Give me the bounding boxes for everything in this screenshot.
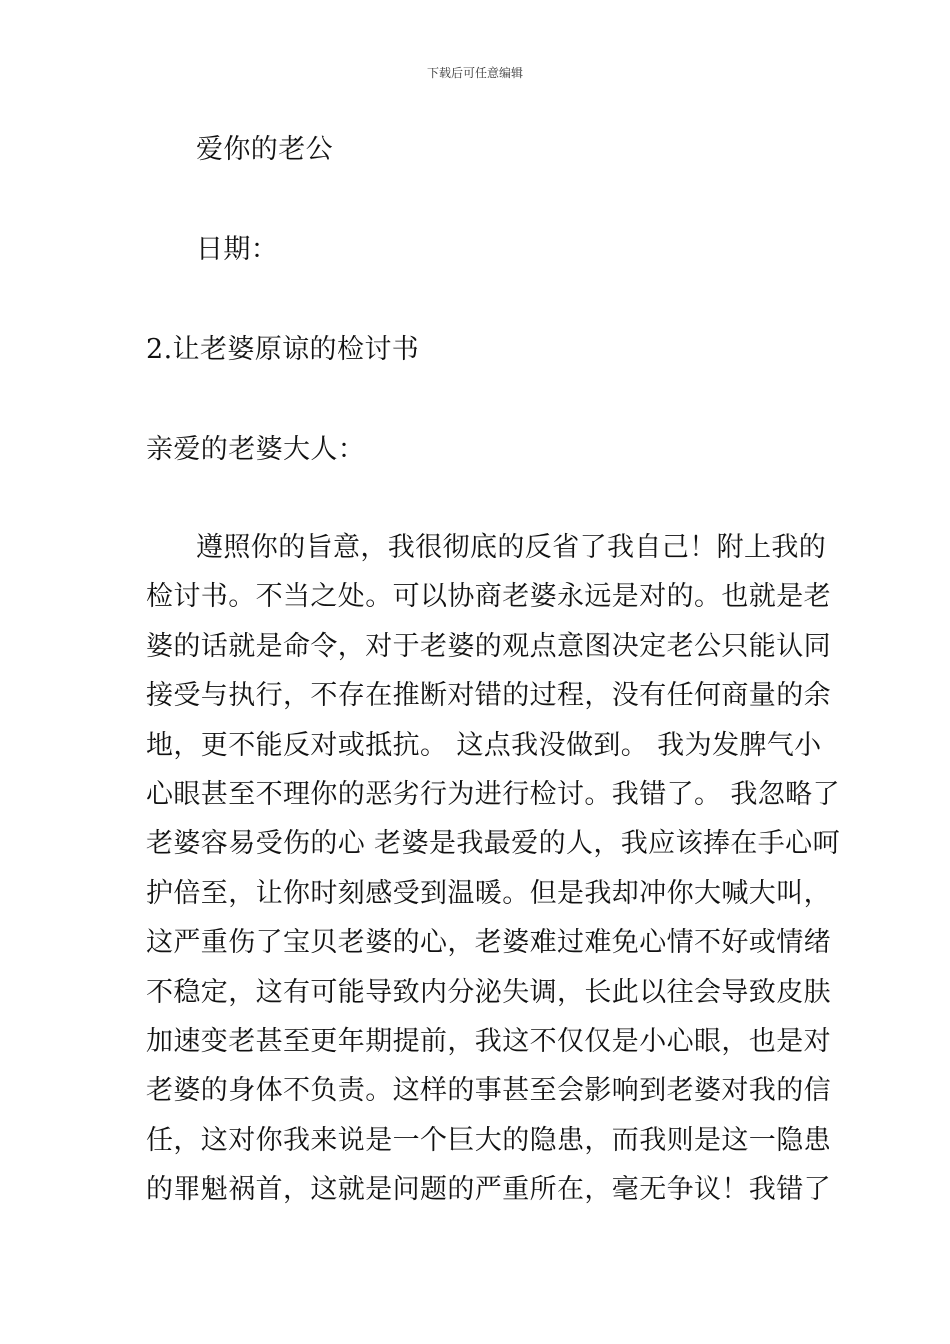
body-line: 老婆容易受伤的心 老婆是我最爱的人，我应该捧在手心呵	[146, 828, 840, 860]
body-line: 加速变老甚至更年期提前，我这不仅仅是小心眼，也是对	[146, 1025, 831, 1057]
letter-body	[146, 528, 840, 1219]
date-label: 日期：	[196, 234, 279, 265]
salutation: 亲爱的老婆大人：	[146, 434, 366, 465]
body-line: 心眼甚至不理你的恶劣行为进行检讨。我错了。 我忽略了	[146, 778, 840, 810]
body-line: 的罪魁祸首，这就是问题的严重所在，毫无争议！我错了	[146, 1174, 831, 1206]
body-line: 这严重伤了宝贝老婆的心，老婆难过难免心情不好或情绪	[146, 927, 831, 959]
body-line: 不稳定，这有可能导致内分泌失调，长此以往会导致皮肤	[146, 976, 831, 1008]
body-line: 遵照你的旨意，我很彻底的反省了我自己！附上我的	[196, 532, 827, 563]
body-line: 地，更不能反对或抵抗。 这点我没做到。 我为发脾气小	[146, 729, 822, 761]
section-title: 2.让老婆原谅的检讨书	[146, 334, 420, 365]
body-line: 老婆的身体不负责。这样的事甚至会影响到老婆对我的信	[146, 1075, 831, 1107]
body-line: 任，这对你我来说是一个巨大的隐患，而我则是这一隐患	[146, 1124, 831, 1156]
closing-signature: 爱你的老公	[196, 134, 333, 165]
body-line: 护倍至，让你时刻感受到温暖。但是我却冲你大喊大叫，	[146, 877, 831, 909]
body-line: 婆的话就是命令，对于老婆的观点意图决定老公只能认同	[146, 630, 831, 662]
body-line: 接受与执行，不存在推断对错的过程，没有任何商量的余	[146, 680, 831, 712]
page-header-note: 下载后可任意编辑	[426, 66, 523, 80]
body-line: 检讨书。不当之处。可以协商老婆永远是对的。也就是老	[146, 581, 831, 613]
